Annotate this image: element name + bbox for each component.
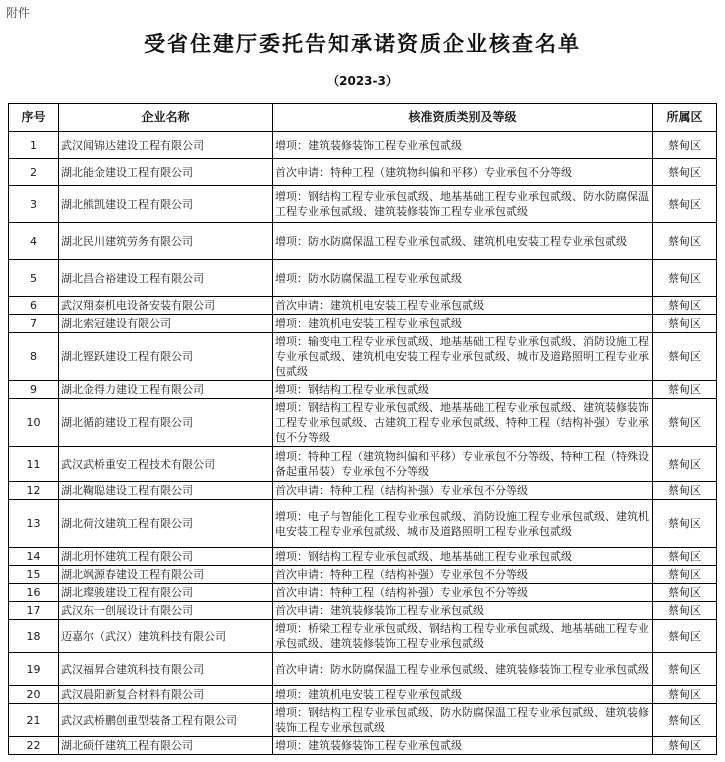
qualification: 增项：钢结构工程专业承包贰级、地基基础工程专业承包贰级、建筑装修装饰工程专业承包贰级、古建筑工程专业承包贰级、特种工程（结构补强）专业承包不分等级 [273,399,653,447]
table-row [9,315,717,333]
district: 蔡甸区 [653,260,717,297]
district: 蔡甸区 [653,653,717,686]
table-row [9,653,717,686]
table-row [9,620,717,653]
district: 蔡甸区 [653,500,717,548]
row-number: 10 [9,399,59,447]
table-row [9,447,717,482]
table-row [9,260,717,297]
company-name: 湖北璨骏建设工程有限公司 [59,584,273,602]
row-number: 8 [9,333,59,381]
qualification: 首次申请：特种工程（结构补强）专业承包不分等级 [273,584,653,602]
table-row [9,686,717,704]
company-name: 湖北荷汶建筑工程有限公司 [59,500,273,548]
table-row [9,333,717,381]
table-row [9,381,717,399]
row-number: 13 [9,500,59,548]
qualification: 增项：防水防腐保温工程专业承包贰级 [273,260,653,297]
qualification: 首次申请：特种工程（结构补强）专业承包不分等级 [273,482,653,500]
row-number: 12 [9,482,59,500]
row-number: 1 [9,132,59,159]
row-number: 7 [9,315,59,333]
table-row [9,602,717,620]
district: 蔡甸区 [653,737,717,755]
district: 蔡甸区 [653,584,717,602]
company-name: 武汉晨阳新复合材料有限公司 [59,686,273,704]
table-row [9,500,717,548]
row-number: 17 [9,602,59,620]
table-row [9,548,717,566]
district: 蔡甸区 [653,186,717,223]
district: 蔡甸区 [653,399,717,447]
page-subtitle: （2023-3） [327,74,398,88]
qualification: 增项：钢结构工程专业承包贰级、防水防腐保温工程专业承包贰级、建筑装修装饰工程专业承包贰级 [273,704,653,737]
row-number: 4 [9,223,59,260]
qualification: 增项：建筑机电安装工程专业承包贰级 [273,686,653,704]
company-name: 湖北民川建筑劳务有限公司 [59,223,273,260]
company-name: 湖北金得力建设工程有限公司 [59,381,273,399]
table-row [9,159,717,186]
attachment-label: 附件 [6,6,31,20]
company-name: 湖北循韵建设工程有限公司 [59,399,273,447]
row-number: 5 [9,260,59,297]
company-name: 湖北飒源春建设工程有限公司 [59,566,273,584]
company-name: 迈嘉尔（武汉）建筑科技有限公司 [59,620,273,653]
district: 蔡甸区 [653,223,717,260]
table-row [9,297,717,315]
company-name: 武汉武桥重安工程技术有限公司 [59,447,273,482]
row-number: 11 [9,447,59,482]
company-name: 湖北鞠聪建设工程有限公司 [59,482,273,500]
row-number: 22 [9,737,59,755]
district: 蔡甸区 [653,704,717,737]
table-row [9,186,717,223]
district: 蔡甸区 [653,315,717,333]
table-row [9,737,717,755]
company-name: 湖北昌合裕建设工程有限公司 [59,260,273,297]
district: 蔡甸区 [653,159,717,186]
row-number: 6 [9,297,59,315]
column-header-qualification: 核准资质类别及等级 [273,104,653,132]
row-number: 20 [9,686,59,704]
column-header-district: 所属区 [653,104,717,132]
table-row [9,482,717,500]
row-number: 2 [9,159,59,186]
company-name: 武汉东一创展设计有限公司 [59,602,273,620]
qualification: 增项：建筑装修装饰工程专业承包贰级 [273,132,653,159]
table-row [9,566,717,584]
qualification: 增项：钢结构工程专业承包贰级、地基基础工程专业承包贰级、防水防腐保温工程专业承包贰级、建筑装修装饰工程专业承包贰级 [273,186,653,223]
qualification: 首次申请：特种工程（建筑物纠偏和平移）专业承包不分等级 [273,159,653,186]
column-header-no: 序号 [9,104,59,132]
company-name: 湖北索冠建设有限公司 [59,315,273,333]
qualification: 增项：建筑机电安装工程专业承包贰级 [273,315,653,333]
table-header-row [9,104,717,132]
company-name: 湖北铿跃建设工程有限公司 [59,333,273,381]
company-table [8,103,717,755]
qualification: 增项：钢结构工程专业承包贰级 [273,381,653,399]
qualification: 首次申请：建筑机电安装工程专业承包贰级 [273,297,653,315]
qualification: 增项：电子与智能化工程专业承包贰级、消防设施工程专业承包贰级、建筑机电安装工程专业承包贰级、城市及道路照明工程专业承包贰级 [273,500,653,548]
qualification: 首次申请：防水防腐保温工程专业承包贰级、建筑装修装饰工程专业承包贰级 [273,653,653,686]
district: 蔡甸区 [653,620,717,653]
qualification: 增项：防水防腐保温工程专业承包贰级、建筑机电安装工程专业承包贰级 [273,223,653,260]
row-number: 9 [9,381,59,399]
company-name: 湖北能金建设工程有限公司 [59,159,273,186]
table-row [9,399,717,447]
row-number: 19 [9,653,59,686]
company-name: 武汉福昇合建筑科技有限公司 [59,653,273,686]
company-name: 湖北硕仟建筑工程有限公司 [59,737,273,755]
qualification: 增项：建筑装修装饰工程专业承包贰级 [273,737,653,755]
row-number: 3 [9,186,59,223]
district: 蔡甸区 [653,686,717,704]
table-row [9,584,717,602]
district: 蔡甸区 [653,482,717,500]
district: 蔡甸区 [653,381,717,399]
page-title: 受省住建厅委托告知承诺资质企业核查名单 [144,31,581,56]
company-name: 湖北熊凯建设工程有限公司 [59,186,273,223]
qualification: 增项：钢结构工程专业承包贰级、地基基础工程专业承包贰级 [273,548,653,566]
company-name: 武汉翔泰机电设备安装有限公司 [59,297,273,315]
company-name: 湖北玥怀建筑工程有限公司 [59,548,273,566]
row-number: 14 [9,548,59,566]
table-row [9,704,717,737]
qualification: 增项：特种工程（建筑物纠偏和平移）专业承包不分等级、特种工程（特殊设备起重吊装）专业承包不分等级 [273,447,653,482]
company-name: 武汉武桥鹏创重型装备工程有限公司 [59,704,273,737]
district: 蔡甸区 [653,297,717,315]
district: 蔡甸区 [653,548,717,566]
row-number: 21 [9,704,59,737]
qualification: 首次申请：特种工程（结构补强）专业承包不分等级 [273,566,653,584]
district: 蔡甸区 [653,602,717,620]
qualification: 增项：输变电工程专业承包贰级、地基基础工程专业承包贰级、消防设施工程专业承包贰级、建筑机电安装工程专业承包贰级、城市及道路照明工程专业承包贰级 [273,333,653,381]
row-number: 16 [9,584,59,602]
qualification: 首次申请：建筑装修装饰工程专业承包贰级 [273,602,653,620]
row-number: 18 [9,620,59,653]
district: 蔡甸区 [653,333,717,381]
district: 蔡甸区 [653,566,717,584]
qualification: 增项：桥梁工程专业承包贰级、钢结构工程专业承包贰级、地基基础工程专业承包贰级、建筑装修装饰工程专业承包贰级 [273,620,653,653]
row-number: 15 [9,566,59,584]
district: 蔡甸区 [653,132,717,159]
table-row [9,132,717,159]
district: 蔡甸区 [653,447,717,482]
column-header-company: 企业名称 [59,104,273,132]
table-row [9,223,717,260]
company-name: 武汉闻锦达建设工程有限公司 [59,132,273,159]
